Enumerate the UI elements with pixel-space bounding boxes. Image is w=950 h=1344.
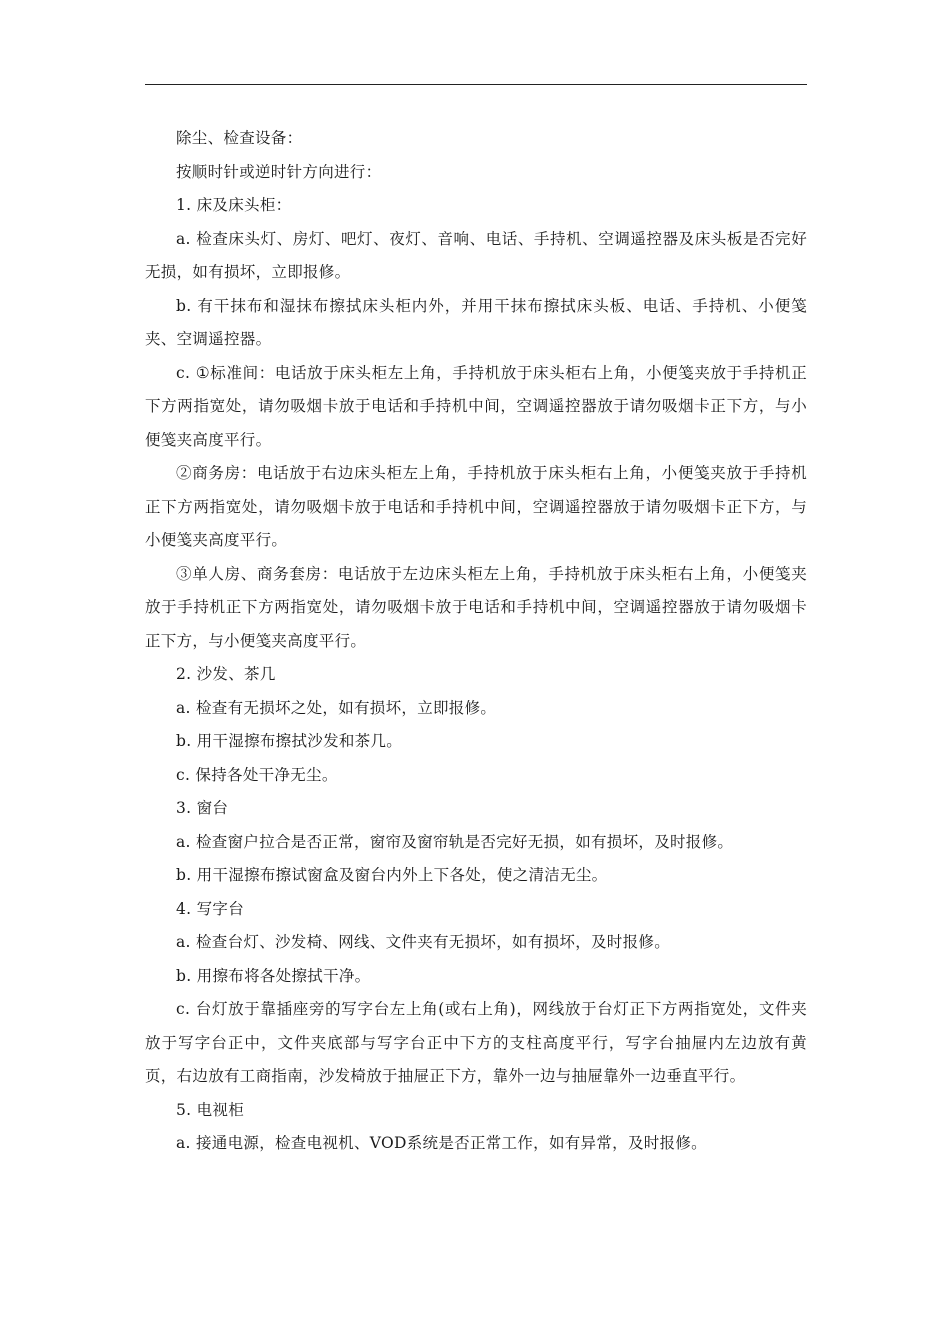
list-item: a. 接通电源，检查电视机、VOD系统是否正常工作，如有异常，及时报修。 bbox=[176, 1134, 707, 1152]
list-item: c. 台灯放于靠插座旁的写字台左上角(或右上角)，网线放于台灯正下方两指宽处，文件夹放于写字台正中，文件夹底部与写字台正中下方的支柱高度平行，写字台抽屉内左边放有黄页，右边放有工商指南，沙发椅放于抽屉正下方，靠外一边与抽屉靠外一边垂直平行。 bbox=[145, 1000, 807, 1085]
list-item: ②商务房：电话放于右边床头柜左上角，手持机放于床头柜右上角，小便笺夹放于手持机正下方两指宽处，请勿吸烟卡放于电话和手持机中间，空调遥控器放于请勿吸烟卡正下方，与小便笺夹高度平行。 bbox=[145, 464, 807, 549]
list-item: ③单人房、商务套房：电话放于左边床头柜左上角，手持机放于床头柜右上角，小便笺夹放于手持机正下方两指宽处，请勿吸烟卡放于电话和手持机中间，空调遥控器放于请勿吸烟卡正下方，与小便笺夹高度平行。 bbox=[145, 564, 807, 650]
paragraph: 按顺时针或逆时针方向进行： bbox=[176, 162, 382, 181]
section-heading: 1. 床及床头柜： bbox=[176, 196, 292, 214]
list-item: a. 检查台灯、沙发椅、网线、文件夹有无损坏，如有损坏，及时报修。 bbox=[176, 933, 670, 951]
document-body bbox=[145, 122, 807, 1161]
list-item: a. 检查有无损坏之处，如有损坏，立即报修。 bbox=[176, 698, 497, 717]
section-heading: 5. 电视柜 bbox=[176, 1100, 245, 1119]
list-item: c. ①标准间：电话放于床头柜左上角，手持机放于床头柜右上角，小便笺夹放于手持机正下方两指宽处，请勿吸烟卡放于电话和手持机中间，空调遥控器放于请勿吸烟卡正下方，与小便笺夹高度平行。 bbox=[145, 363, 807, 449]
list-item: b. 用干湿擦布擦试窗盒及窗台内外上下各处，使之清洁无尘。 bbox=[176, 866, 608, 884]
header-rule bbox=[145, 84, 807, 85]
section-heading: 4. 写字台 bbox=[176, 899, 245, 918]
paragraph: 除尘、检查设备： bbox=[176, 129, 303, 147]
list-item: b. 用干湿擦布擦拭沙发和茶几。 bbox=[176, 732, 403, 750]
list-item: b. 有干抹布和湿抹布擦拭床头柜内外，并用干抹布擦拭床头板、电话、手持机、小便笺夹、空调遥控器。 bbox=[145, 296, 807, 348]
list-item: a. 检查窗户拉合是否正常，窗帘及窗帘轨是否完好无损，如有损坏，及时报修。 bbox=[176, 832, 734, 851]
list-item: a. 检查床头灯、房灯、吧灯、夜灯、音响、电话、手持机、空调遥控器及床头板是否完好无损，如有损坏，立即报修。 bbox=[145, 229, 807, 281]
list-item: c. 保持各处干净无尘。 bbox=[176, 765, 338, 784]
list-item: b. 用擦布将各处擦拭干净。 bbox=[176, 966, 371, 985]
section-heading: 2. 沙发、茶几 bbox=[176, 665, 276, 683]
section-heading: 3. 窗台 bbox=[176, 799, 229, 817]
